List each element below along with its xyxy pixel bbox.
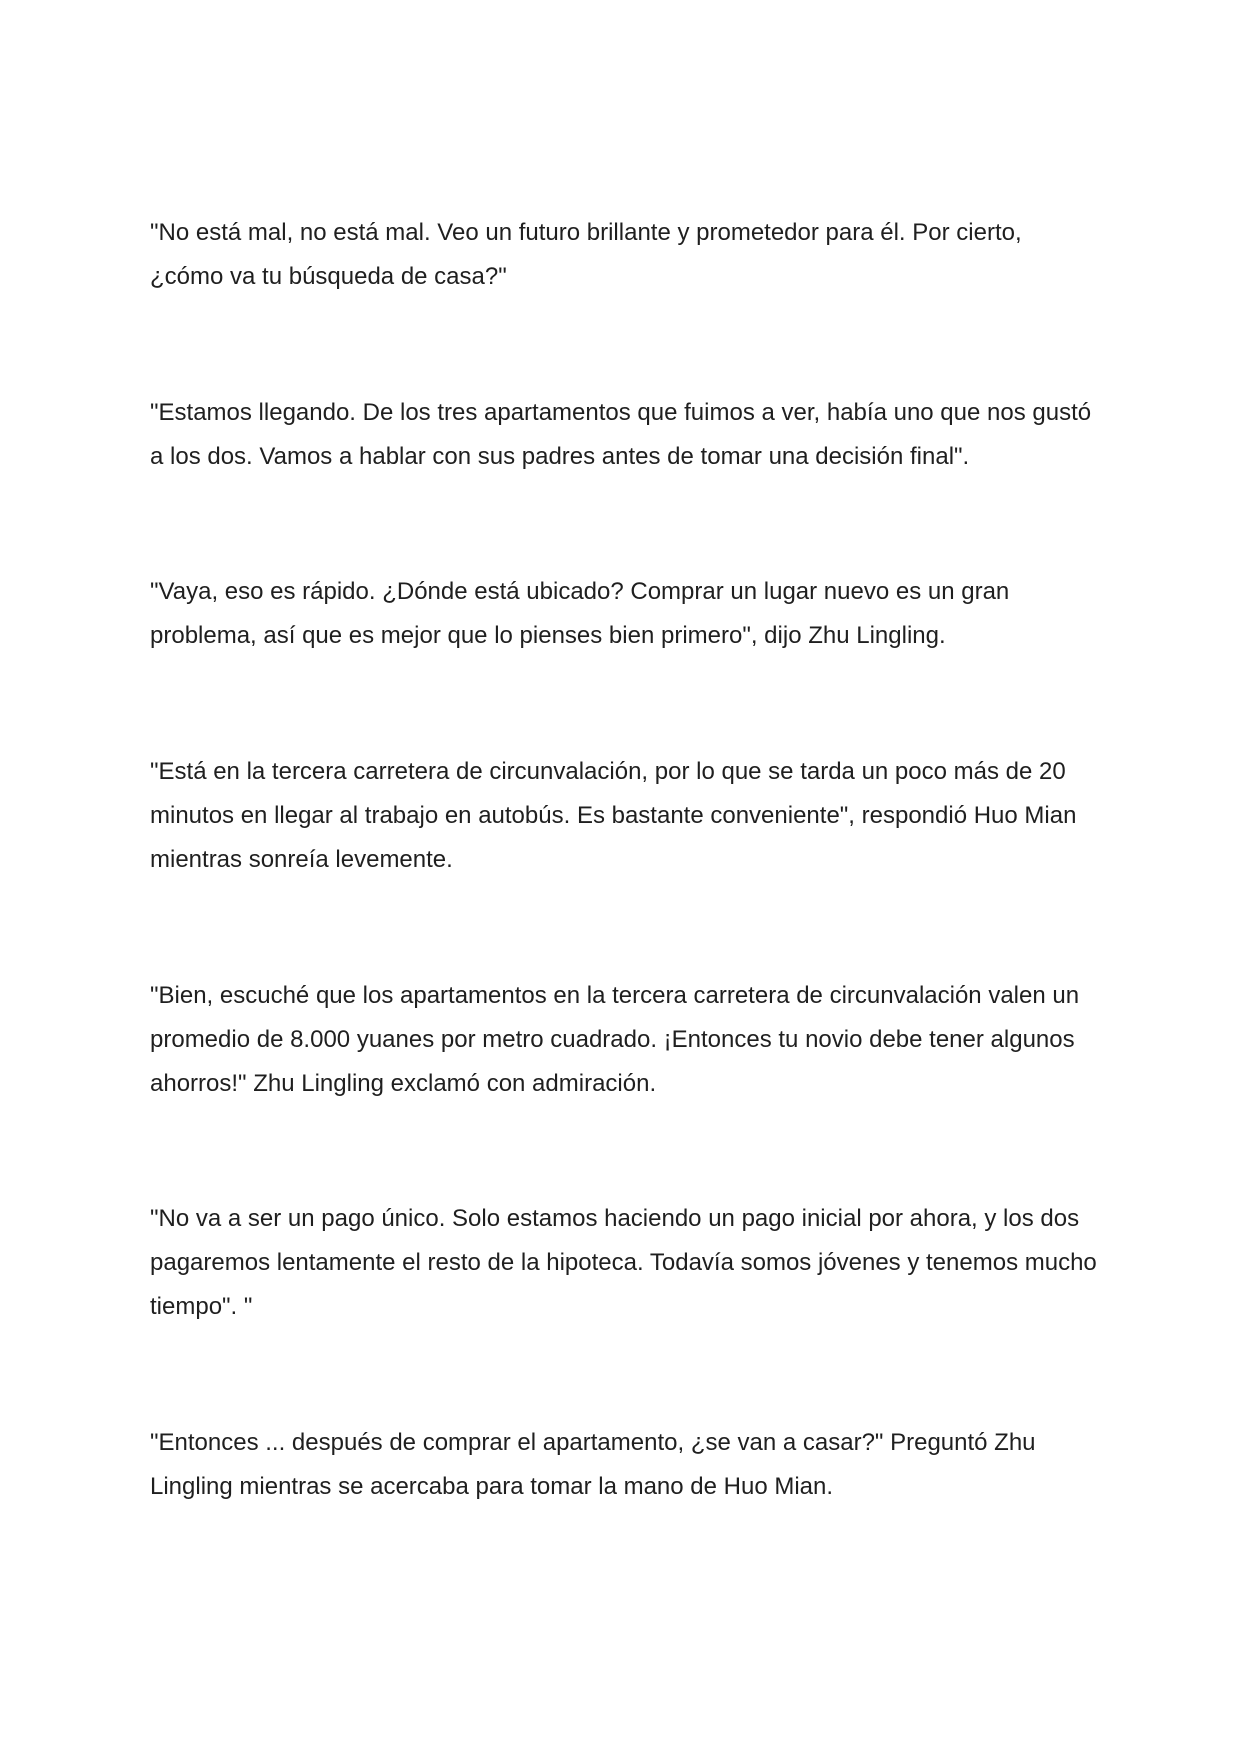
paragraph-1: "No está mal, no está mal. Veo un futuro brillante y prometedor para él. Por cierto, ¿cómo va tu búsqueda de casa?" bbox=[150, 219, 1022, 290]
paragraph-7: "Entonces ... después de comprar el apartamento, ¿se van a casar?" Preguntó Zhu Lingling mientras se acercaba para tomar la mano de Huo Mian. bbox=[150, 1429, 1036, 1500]
paragraph-3: "Vaya, eso es rápido. ¿Dónde está ubicado? Comprar un lugar nuevo es un gran problema, así que es mejor que lo pienses bien primero", dijo Zhu Lingling. bbox=[150, 578, 1010, 649]
paragraph-2: "Estamos llegando. De los tres apartamentos que fuimos a ver, había uno que nos gustó a los dos. Vamos a hablar con sus padres antes de tomar una decisión final". bbox=[150, 399, 1092, 470]
paragraph-4: "Está en la tercera carretera de circunvalación, por lo que se tarda un poco más de 20 minutos en llegar al trabajo en autobús. Es bastante conveniente", respondió Huo Mian mientras sonreía levemente. bbox=[150, 758, 1077, 873]
paragraph-5: "Bien, escuché que los apartamentos en la tercera carretera de circunvalación valen un promedio de 8.000 yuanes por metro cuadrado. ¡Entonces tu novio debe tener algunos ahorros!" Zhu Lingling exclamó con admiración. bbox=[150, 982, 1080, 1097]
paragraph-6: "No va a ser un pago único. Solo estamos haciendo un pago inicial por ahora, y los dos pagaremos lentamente el resto de la hipoteca. Todavía somos jóvenes y tenemos mucho tiempo". " bbox=[150, 1205, 1097, 1320]
